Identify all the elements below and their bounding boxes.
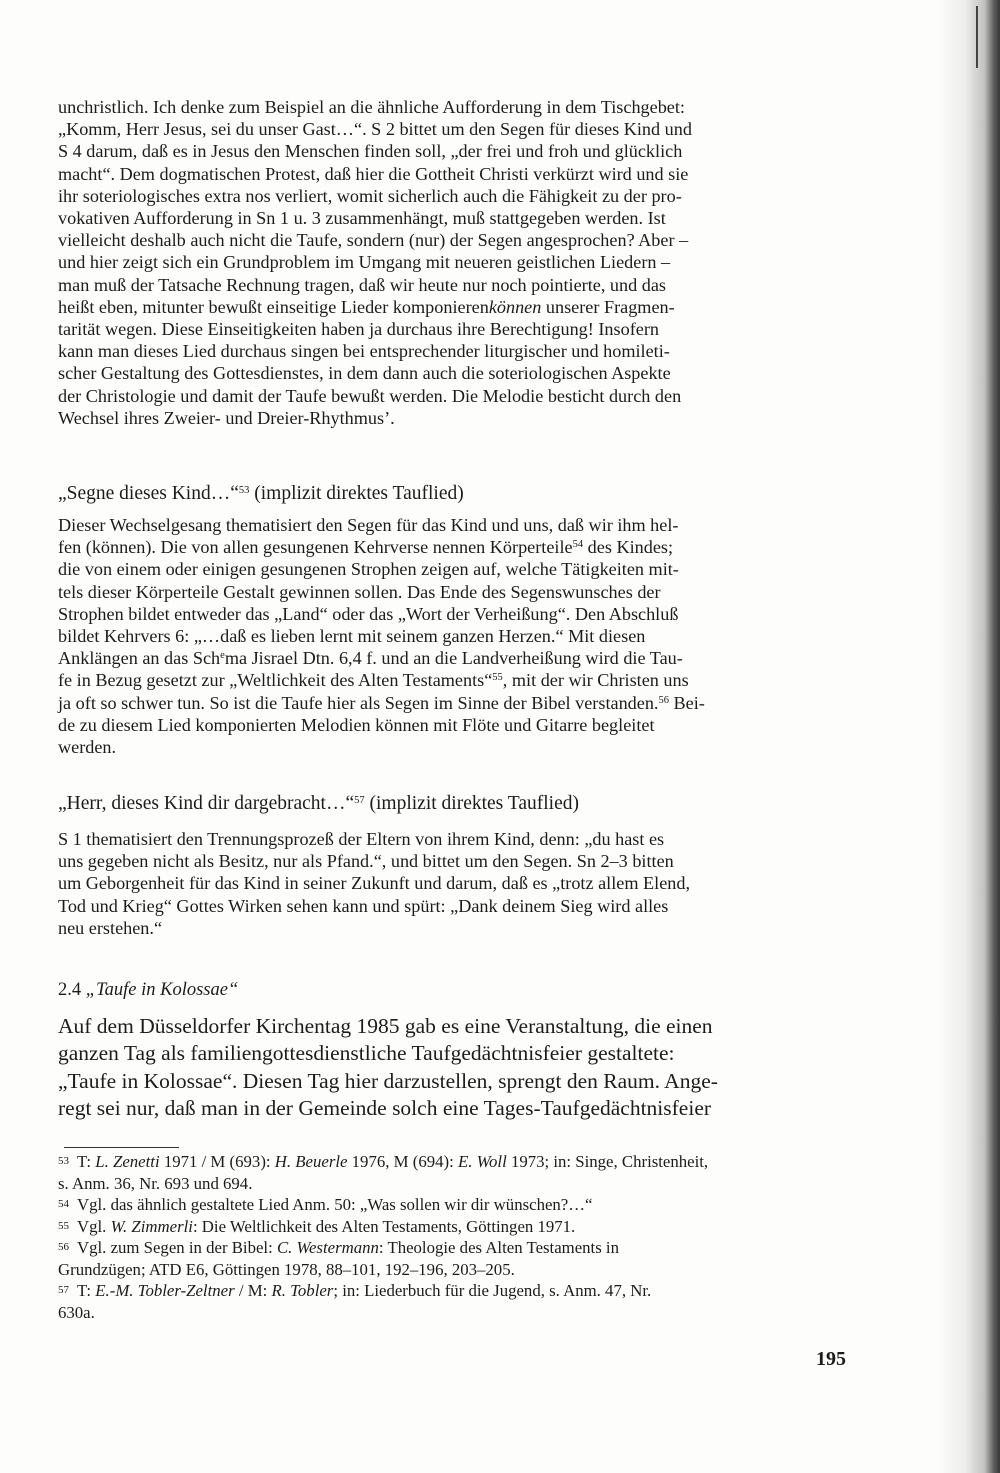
text-line: bildet Kehrvers 6: „…daß es lieben lernt mit seinem ganzen Herzen.“ Mit diesen (58, 626, 646, 647)
footnote-text: Vgl. das ähnlich gestaltete Lied Anm. 50: „Was sollen wir dir wünschen?…“ (77, 1195, 593, 1214)
text-line: um Geborgenheit für das Kind in seiner Zukunft und darum, daß es „trotz allem Elend, (58, 873, 691, 894)
text-line: neu erstehen.“ (58, 917, 163, 938)
text-line: kann man dieses Lied durchaus singen bei entsprechender liturgischer und homileti- (58, 341, 670, 362)
author-name: E.-M. Tobler-Zeltner (95, 1281, 235, 1300)
footnote-56 (58, 1237, 848, 1280)
footnote-text: Grundzügen; ATD E6, Göttingen 1978, 88–101, 192–196, 203–205. (58, 1259, 515, 1279)
paragraph-3 (58, 828, 848, 939)
text-line: de zu diesem Lied komponierten Melodien können mit Flöte und Gitarre begleitet (58, 714, 655, 735)
footnote-text: 1971 / M (693): (159, 1152, 275, 1171)
song-heading-1 (58, 482, 848, 506)
footnote-text: 1976, M (694): (347, 1152, 458, 1171)
paragraph-2 (58, 514, 848, 758)
footnote-ref[interactable]: 57 (354, 795, 365, 806)
footnote-text: 1973; in: Singe, Christenheit, (506, 1152, 709, 1171)
text-line: tarität wegen. Diese Einseitigkeiten haben ja durchaus ihre Berechtigung! Insofern (58, 319, 659, 340)
author-name: W. Zimmerli (110, 1216, 193, 1236)
footnotes (58, 1151, 848, 1323)
text-line: S 4 darum, daß es in Jesus den Menschen finden soll, „der frei und froh und glücklich (58, 141, 683, 162)
author-name: C. Westermann (276, 1238, 379, 1257)
footnote-number: 53 (58, 1155, 69, 1167)
heading-title: „Segne dieses Kind…“ (58, 483, 239, 504)
text-line: des Kindes; (583, 537, 674, 558)
scan-edge-shadow (938, 0, 1000, 1473)
footnote-text: : Theologie des Alten Testaments in (378, 1238, 619, 1257)
footnote-divider (64, 1147, 179, 1148)
emphasis: können (488, 296, 542, 317)
footnote-number: 57 (58, 1284, 69, 1296)
footnote-57 (58, 1280, 848, 1323)
text-line: heißt eben, mitunter bewußt einseitige Lieder komponieren (58, 296, 489, 317)
footnote-54 (58, 1194, 848, 1216)
footnote-53 (58, 1151, 848, 1194)
footnote-text: Vgl. zum Segen in der Bibel: (77, 1238, 277, 1257)
text-line: werden. (58, 737, 117, 758)
text-line: macht“. Dem dogmatischen Protest, daß hier die Gottheit Christi verkürzt wird und sie (58, 163, 689, 184)
footnote-text: Vgl. (77, 1216, 111, 1236)
heading-suffix: (implizit direktes Tauflied) (249, 483, 464, 504)
text-line: regt sei nur, daß man in der Gemeinde solch eine Tages-Taufgedächtnisfeier (58, 1095, 712, 1120)
text-line: ihr soteriologisches extra nos verliert, womit sicherlich auch die Fähigkeit zu der pro- (58, 185, 682, 206)
heading-title: „Herr, dieses Kind dir dargebracht…“ (58, 793, 355, 814)
text-line: , mit der wir Christen uns (502, 670, 689, 691)
text-line: scher Gestaltung des Gottesdienstes, in dem dann auch die soteriologischen Aspekte (58, 363, 671, 384)
footnote-number: 55 (58, 1219, 69, 1232)
text-line: uns gegeben nicht als Besitz, nur als Pfand.“, und bittet um den Segen. Sn 2–3 bitten (58, 851, 674, 872)
song-heading-2 (58, 792, 848, 816)
subsection-number: 2.4 (58, 980, 82, 1000)
subsection-title: „Taufe in Kolossae“ (85, 980, 239, 1000)
scan-mark (976, 6, 978, 68)
subsection-heading (58, 980, 848, 1001)
text-line: ja oft so schwer tun. So ist die Taufe hier als Segen im Sinne der Bibel verstanden. (58, 692, 659, 713)
footnote-number: 54 (58, 1198, 69, 1210)
footnote-number: 56 (58, 1241, 69, 1253)
text-line: „Komm, Herr Jesus, sei du unser Gast…“. S 2 bittet um den Segen für dieses Kind und (58, 119, 692, 140)
text-line: fen (können). Die von allen gesungenen Kehrverse nennen Körperteile (58, 537, 573, 558)
text-line: Dieser Wechselgesang thematisiert den Segen für das Kind und uns, daß wir ihm hel- (58, 515, 679, 535)
footnote-ref[interactable]: 56 (658, 694, 669, 706)
paragraph-4 (58, 1013, 848, 1122)
text-line: fe in Bezug gesetzt zur „Weltlichkeit des Alten Testaments“ (58, 670, 493, 691)
paragraph-1 (58, 96, 848, 429)
author-name: R. Tobler (271, 1281, 334, 1300)
text-line: tels dieser Körperteile Gestalt gewinnen sollen. Das Ende des Segenswunsches der (58, 581, 661, 602)
footnote-55 (58, 1216, 848, 1238)
footnote-text: T: (77, 1152, 96, 1171)
text-line: die von einem oder einigen gesungenen Strophen zeigen auf, welche Tätigkeiten mit- (58, 559, 679, 580)
text-line: Tod und Krieg“ Gottes Wirken sehen kann und spürt: „Dank deinem Sieg wird alles (58, 895, 669, 916)
text-line: vielleicht deshalb auch nicht die Taufe, sondern (nur) der Segen angesprochen? Aber – (58, 230, 689, 251)
text-line: Wechsel ihres Zweier- und Dreier-Rhythmus’. (58, 407, 395, 428)
footnote-text: ; in: Liederbuch für die Jugend, s. Anm. 47, Nr. (333, 1281, 652, 1300)
footnote-ref[interactable]: 53 (238, 485, 250, 496)
text-line: Strophen bildet entweder das „Land“ oder das „Wort der Verheißung“. Den Abschluß (58, 603, 679, 624)
superscript-e: e (220, 650, 225, 662)
footnote-text: s. Anm. 36, Nr. 693 und 694. (58, 1173, 253, 1193)
text-line: unchristlich. Ich denke zum Beispiel an die ähnliche Aufforderung in dem Tischgebet: (58, 97, 685, 117)
footnote-text: / M: (234, 1281, 272, 1300)
footnote-text: T: (77, 1281, 96, 1300)
text-line: man muß der Tatsache Rechnung tragen, daß wir heute nur noch pointierte, und das (58, 274, 666, 295)
footnote-ref[interactable]: 54 (572, 539, 584, 551)
text-line: Bei- (668, 692, 705, 713)
text-line: unserer Fragmen- (541, 296, 675, 317)
text-line: vokativen Aufforderung in Sn 1 u. 3 zusammenhängt, muß stattgegeben werden. Ist (58, 208, 666, 229)
text-line: ma Jisrael Dtn. 6,4 f. und an die Landverheißung wird die Tau- (224, 648, 683, 669)
text-line: Anklängen an das Sch (58, 648, 221, 669)
text-line: ganzen Tag als familiengottesdienstliche Taufgedächtnisfeier gestaltete: (58, 1041, 675, 1066)
author-name: L. Zenetti (95, 1152, 160, 1171)
footnote-ref[interactable]: 55 (492, 672, 503, 684)
text-line: der Christologie und damit der Taufe bewußt werden. Die Melodie besticht durch den (58, 385, 682, 406)
author-name: H. Beuerle (274, 1152, 348, 1171)
page-number: 195 (816, 1348, 846, 1370)
text-line: S 1 thematisiert den Trennungsprozeß der Eltern von ihrem Kind, denn: „du hast es (58, 829, 665, 849)
author-name: E. Woll (457, 1152, 507, 1171)
footnote-text: : Die Weltlichkeit des Alten Testaments, Göttingen 1971. (192, 1216, 576, 1236)
heading-suffix: (implizit direktes Tauflied) (364, 793, 579, 814)
text-line: Auf dem Düsseldorfer Kirchentag 1985 gab es eine Veranstaltung, die einen (58, 1014, 713, 1038)
footnote-text: 630a. (58, 1302, 95, 1322)
text-line: „Taufe in Kolossae“. Diesen Tag hier darzustellen, sprengt den Raum. Ange- (58, 1068, 718, 1093)
text-line: und hier zeigt sich ein Grundproblem im Umgang mit neueren geistlichen Liedern – (58, 252, 671, 273)
